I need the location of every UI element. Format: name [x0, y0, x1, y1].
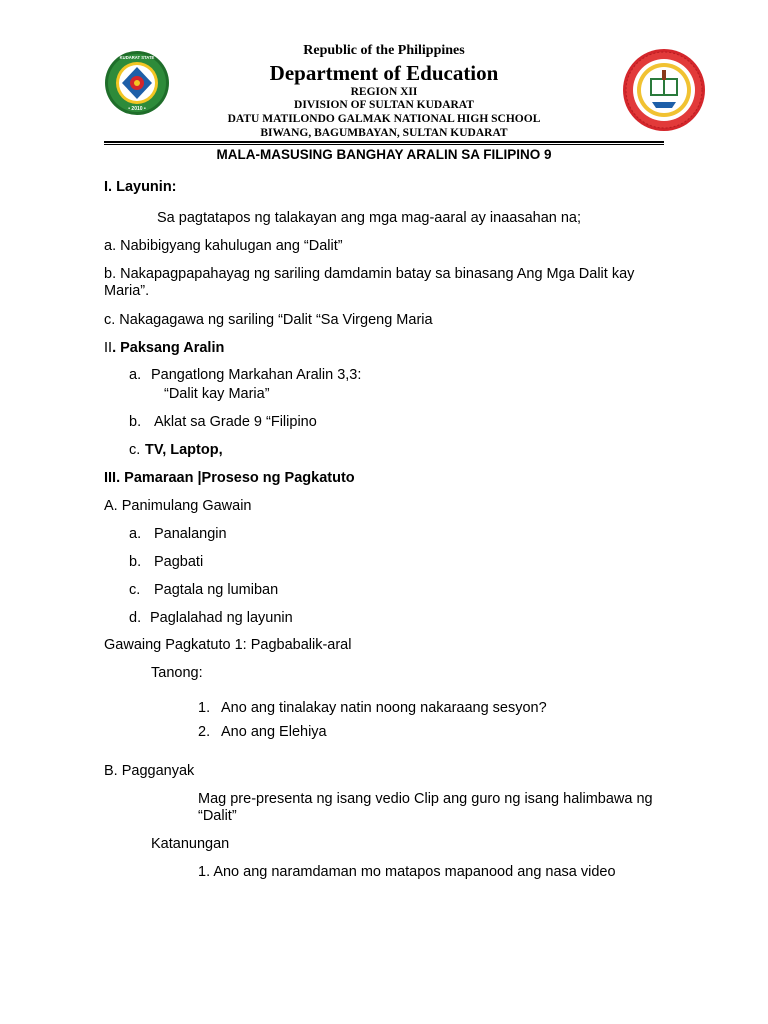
section-3b-heading: B. Pagganyak [104, 763, 195, 779]
school-address: BIWANG, BAGUMBAYAN, SULTAN KUDARAT [260, 127, 508, 139]
section-3-heading: III. Pamaraan |Proseso ng Pagkatuto [104, 470, 355, 486]
topic-b-marker: b. [129, 414, 142, 430]
question-2-marker: 2. [198, 724, 211, 740]
activity-d-marker: d. [129, 610, 142, 626]
question-1: Ano ang tinalakay natin noong nakaraang sesyon? [221, 700, 547, 716]
pagganyak-line1: Mag pre-presenta ng isang vedio Clip ang guro ng isang halimbawa ng [198, 791, 653, 807]
topic-a-line2: “Dalit kay Maria” [164, 386, 270, 402]
activity-b-marker: b. [129, 554, 142, 570]
topic-c: TV, Laptop, [145, 442, 223, 458]
section-1-heading: I. Layunin: [104, 179, 177, 195]
section-3a-heading: A. Panimulang Gawain [104, 498, 252, 514]
lesson-plan-title: MALA-MASUSING BANGHAY ARALIN SA FILIPINO 9 [216, 147, 552, 162]
section-2-title: . Paksang Aralin [112, 340, 225, 356]
header-rule-thin [104, 144, 664, 145]
department-title: Department of Education [269, 61, 499, 85]
activity-a-marker: a. [129, 526, 142, 542]
section-2-heading [104, 340, 224, 357]
svg-text:• 2010 •: • 2010 • [128, 106, 146, 112]
section-1-intro: Sa pagtatapos ng talakayan ang mga mag-aaral ay inaasahan na; [157, 210, 582, 226]
activity-c: Pagtala ng lumiban [154, 582, 279, 598]
activity-d: Paglalahad ng layunin [150, 610, 293, 626]
katanungan-question-1: 1. Ano ang naramdaman mo matapos mapanood ang nasa video [198, 864, 616, 880]
topic-a-marker: a. [129, 367, 142, 383]
katanungan-label: Katanungan [151, 836, 230, 852]
topic-a-line1: Pangatlong Markahan Aralin 3,3: [151, 367, 362, 383]
topic-c-marker: c. [129, 442, 141, 458]
question-2: Ano ang Elehiya [221, 724, 327, 740]
activity-a: Panalangin [154, 526, 227, 542]
pagganyak-line2: “Dalit” [198, 808, 237, 824]
activity-c-marker: c. [129, 582, 141, 598]
header-rule [104, 141, 664, 143]
svg-text:KUDARAT STATE: KUDARAT STATE [119, 55, 155, 60]
objective-a: a. Nabibigyang kahulugan ang “Dalit” [104, 238, 343, 254]
objective-c: c. Nakagagawa ng sariling “Dalit “Sa Virgeng Maria [104, 312, 433, 328]
section-2-numeral: II [104, 340, 113, 356]
tanong-label: Tanong: [151, 665, 203, 681]
region-line: REGION XII [350, 86, 418, 98]
objective-b-line1: b. Nakapagpapahayag ng sariling damdamin batay sa binasang Ang Mga Dalit kay [104, 266, 635, 282]
objective-b-line2: Maria”. [104, 283, 150, 299]
division-line: DIVISION OF SULTAN KUDARAT [294, 99, 474, 111]
republic-line: Republic of the Philippines [303, 43, 465, 58]
activity-b: Pagbati [154, 554, 204, 570]
gawain-heading: Gawaing Pagkatuto 1: Pagbabalik-aral [104, 637, 352, 653]
school-name: DATU MATILONDO GALMAK NATIONAL HIGH SCHOOL [227, 113, 541, 125]
question-1-marker: 1. [198, 700, 211, 716]
topic-b: Aklat sa Grade 9 “Filipino [154, 414, 317, 430]
